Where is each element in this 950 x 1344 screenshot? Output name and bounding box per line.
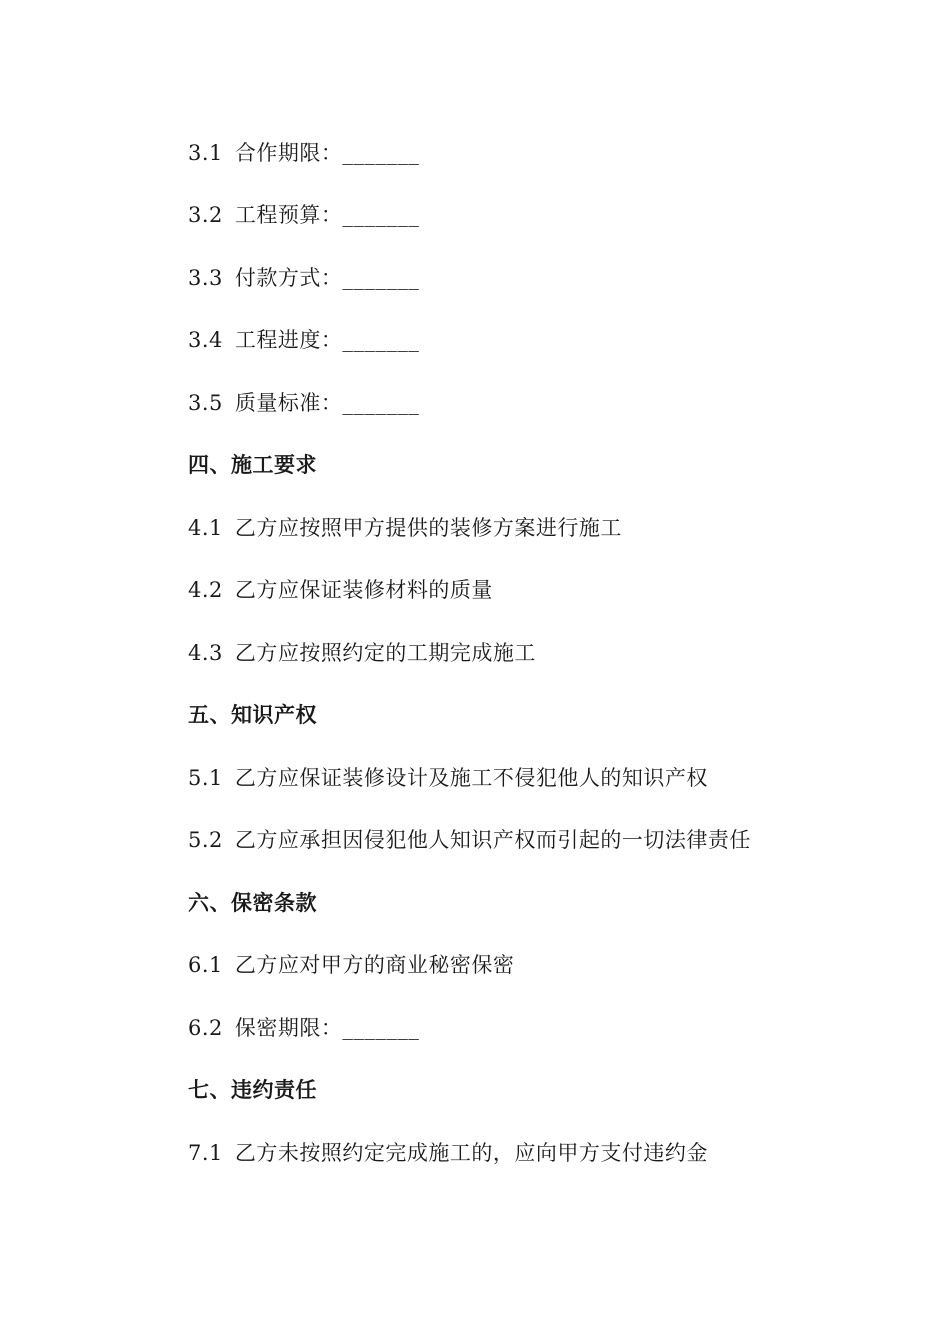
clause-3-4 (188, 326, 419, 354)
clause-text: 工程预算：_______ (234, 203, 420, 227)
section-heading-6: 六、保密条款 (188, 891, 317, 915)
clause-6-2 (188, 1014, 419, 1042)
clause-7-1 (188, 1139, 708, 1167)
clause-number: 6.2 (188, 1016, 223, 1040)
clause-text: 乙方应按照甲方提供的装修方案进行施工 (234, 516, 622, 540)
clause-text: 合作期限：_______ (234, 141, 420, 165)
clause-number: 3.1 (188, 141, 223, 165)
clause-number: 7.1 (188, 1141, 223, 1165)
clause-6-1 (188, 951, 514, 979)
clause-number: 5.1 (188, 766, 223, 790)
clause-number: 4.2 (188, 578, 223, 602)
clause-number: 6.1 (188, 953, 223, 977)
clause-number: 3.2 (188, 203, 223, 227)
clause-text: 乙方未按照约定完成施工的，应向甲方支付违约金 (234, 1141, 708, 1165)
clause-text: 乙方应保证装修材料的质量 (234, 578, 493, 602)
clause-text: 乙方应承担因侵犯他人知识产权而引起的一切法律责任 (234, 828, 751, 852)
clause-3-3 (188, 264, 419, 292)
clause-text: 保密期限：_______ (234, 1016, 420, 1040)
clause-text: 乙方应对甲方的商业秘密保密 (234, 953, 515, 977)
section-heading-5: 五、知识产权 (188, 703, 317, 727)
clause-4-1 (188, 514, 622, 542)
clause-text: 乙方应按照约定的工期完成施工 (234, 641, 536, 665)
clause-text: 付款方式：_______ (234, 266, 420, 290)
clause-text: 乙方应保证装修设计及施工不侵犯他人的知识产权 (234, 766, 708, 790)
clause-3-1 (188, 139, 419, 167)
clause-5-2 (188, 826, 751, 854)
clause-number: 5.2 (188, 828, 223, 852)
clause-number: 3.5 (188, 391, 223, 415)
clause-text: 质量标准：_______ (234, 391, 420, 415)
clause-number: 4.3 (188, 641, 223, 665)
clause-number: 3.4 (188, 328, 223, 352)
clause-4-3 (188, 639, 536, 667)
clause-text: 工程进度：_______ (234, 328, 420, 352)
clause-number: 4.1 (188, 516, 223, 540)
clause-3-2 (188, 201, 419, 229)
clause-4-2 (188, 576, 493, 604)
section-heading-7: 七、违约责任 (188, 1078, 317, 1102)
clause-5-1 (188, 764, 708, 792)
clause-3-5 (188, 389, 419, 417)
clause-number: 3.3 (188, 266, 223, 290)
section-heading-4: 四、施工要求 (188, 453, 317, 477)
